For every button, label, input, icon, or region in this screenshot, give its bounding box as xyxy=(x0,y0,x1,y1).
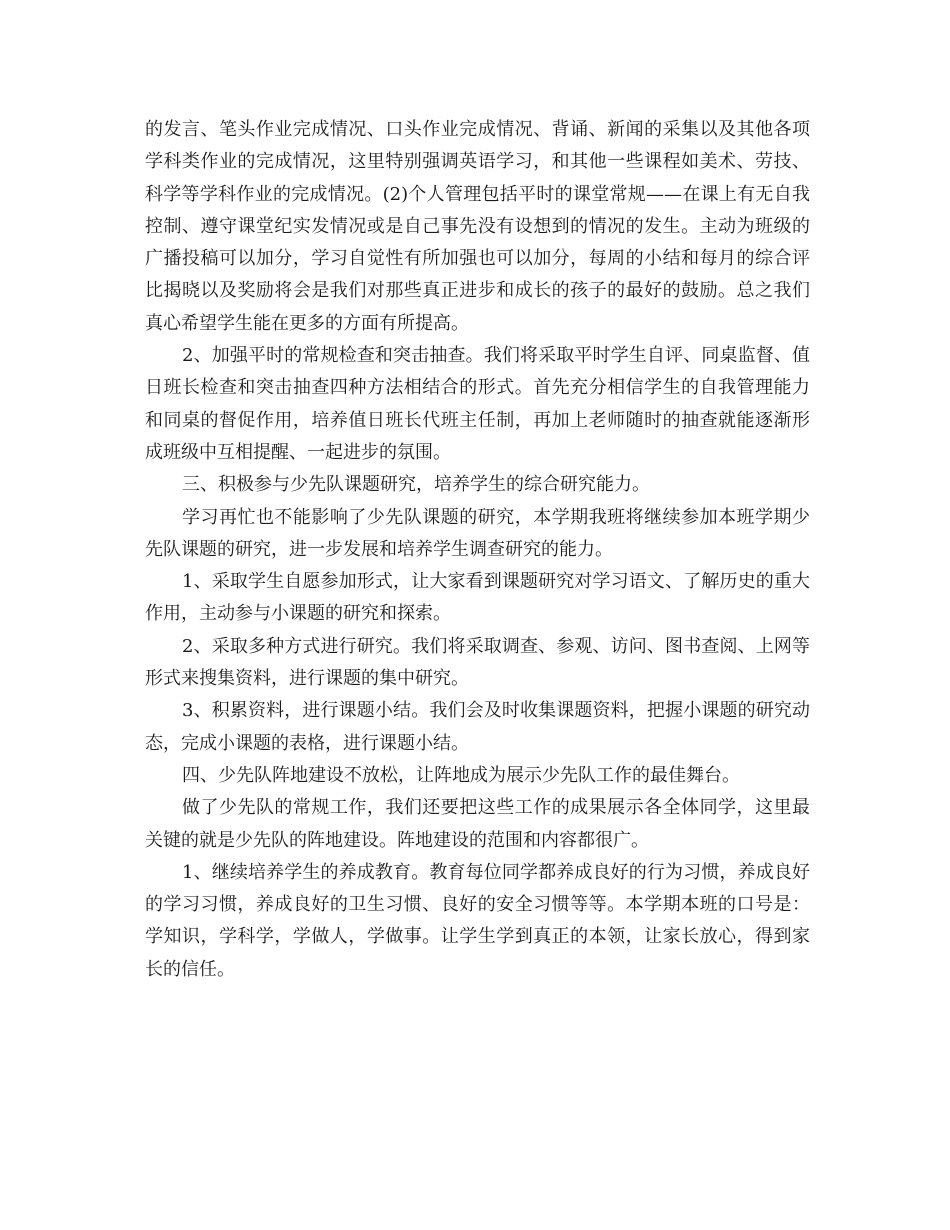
paragraph-research-item-3: 3、积累资料，进行课题小结。我们会及时收集课题资料，把握小课题的研究动态，完成小课题的表格，进行课题小结。 xyxy=(145,700,810,754)
paragraph-position-item-1: 1、继续培养学生的养成教育。教育每位同学都养成良好的行为习惯，养成良好的学习习惯，养成良好的卫生习惯、良好的安全习惯等等。本学期本班的口号是：学知识，学科学，学做人，学做事。让学生学到真正的本领，让家长放心，得到家长的信任。 xyxy=(145,861,810,980)
paragraph-research-item-2: 2、采取多种方式进行研究。我们将采取调查、参观、访问、图书查阅、上网等形式来搜集资料，进行课题的集中研究。 xyxy=(145,635,810,690)
paragraph-continuation: 的发言、笔头作业完成情况、口头作业完成情况、背诵、新闻的采集以及其他各项学科类作业的完成情况，这里特别强调英语学习，和其他一些课程如美术、劳技、科学等学科作业的完成情况。(2)个人管理包括平时的课堂常规——在课上有无自我控制、遵守课堂纪实发情况或是自己事先没有设想到的情况的发生。主动为班级的广播投稿可以加分，学习自觉性有所加强也可以加分，每周的小结和每月的综合评比揭晓以及奖励将会是我们对那些真正进步和成长的孩子的最好的鼓励。总之我们真心希望学生能在更多的方面有所提高。 xyxy=(145,119,810,334)
paragraph-research-item-1: 1、采取学生自愿参加形式，让大家看到课题研究对学习语文、了解历史的重大作用，主动参与小课题的研究和探索。 xyxy=(145,571,810,625)
paragraph-research-intro: 学习再忙也不能影响了少先队课题的研究，本学期我班将继续参加本班学期少先队课题的研究，进一步发展和培养学生调查研究的能力。 xyxy=(145,506,810,560)
paragraph-position-intro: 做了少先队的常规工作，我们还要把这些工作的成果展示各全体同学，这里最关键的就是少先队的阵地建设。阵地建设的范围和内容都很广。 xyxy=(145,797,810,851)
section-heading-3: 三、积极参与少先队课题研究，培养学生的综合研究能力。 xyxy=(182,474,650,496)
section-heading-4: 四、少先队阵地建设不放松，让阵地成为展示少先队工作的最佳舞台。 xyxy=(182,764,740,786)
document-body xyxy=(145,114,810,986)
paragraph-item-2-checks: 2、加强平时的常规检查和突击抽查。我们将采取平时学生自评、同桌监督、值日班长检查和突击抽查四种方法相结合的形式。首先充分相信学生的自我管理能力和同桌的督促作用，培养值日班长代班主任制，再加上老师随时的抽查就能逐渐形成班级中互相提醒、一起进步的氛围。 xyxy=(145,345,810,463)
